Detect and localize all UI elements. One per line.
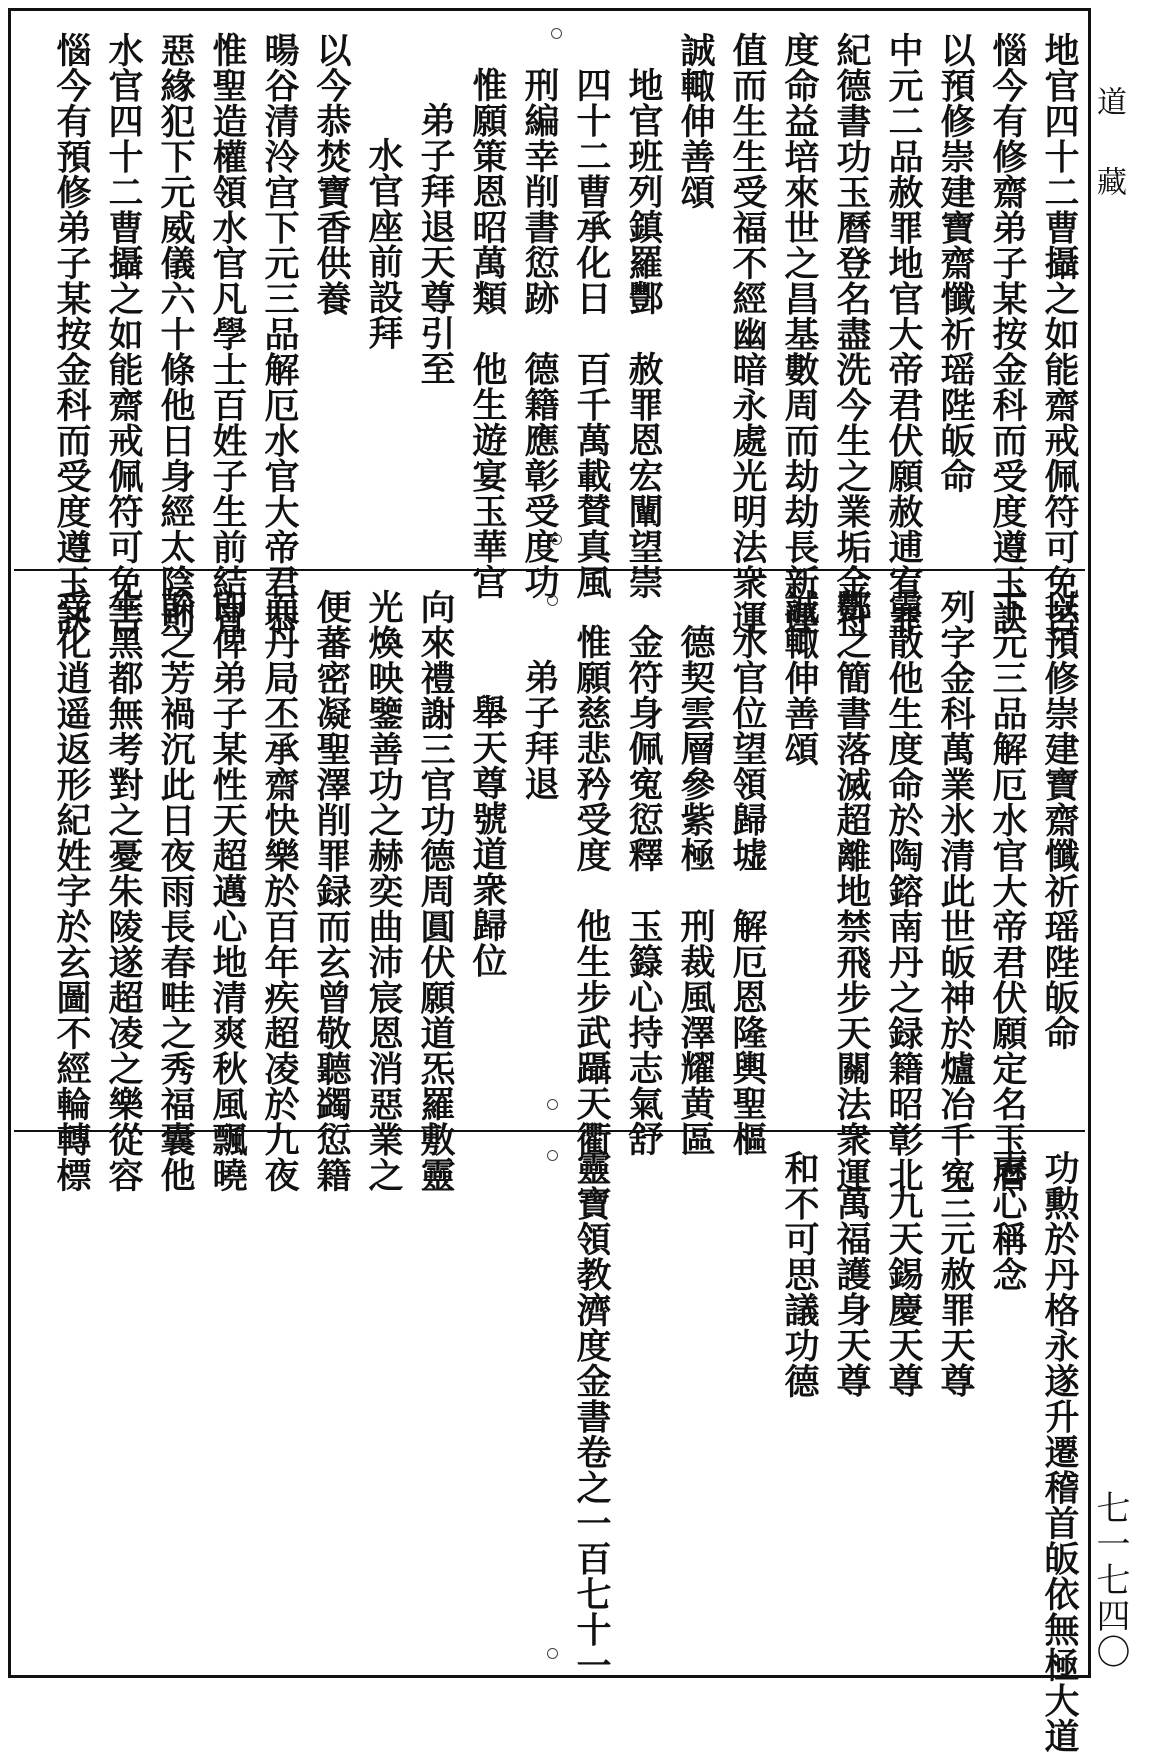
circle-mark-icon bbox=[547, 1648, 558, 1659]
verse-column: 刑編幸削書愆跡 德籍應彰受度功 bbox=[519, 67, 560, 600]
text-column: 即俾弟子某性天超邁心地清爽秋風飄曉 bbox=[207, 589, 248, 1193]
text-column: 便蕃密凝聖澤削罪録而玄曾敬聽蠲愆籍 bbox=[311, 589, 352, 1193]
verse-column: 德契雲層參紫極 刑裁風澤耀黄區 bbox=[675, 624, 716, 1157]
circle-mark-icon bbox=[547, 1099, 558, 1110]
text-column: 惡緣犯下元威儀六十條他日身經太陰則 bbox=[155, 32, 196, 636]
text-column: 生黑都無考對之憂朱陵遂超凌之樂從容 bbox=[103, 589, 144, 1193]
text-column: 光煥映鑒善功之赫奕曲沛宸恩消惡業之 bbox=[363, 589, 404, 1193]
text-column: 中元二品赦罪地官大帝君伏願赦逋宥罪 bbox=[883, 32, 924, 636]
text-column: 惟聖造權領水官凡學士百姓子生前結冒 bbox=[207, 32, 248, 636]
verse-column: 惟願慈悲矜受度 他生步武躡天衢 bbox=[571, 624, 612, 1157]
text-column: 誠輙伸善頌 bbox=[675, 32, 716, 210]
text-column: 地官四十二曹攝之如能齋戒佩符可免苦 bbox=[1039, 32, 1080, 636]
invocation-column: 萬福護身天尊 bbox=[831, 1185, 872, 1398]
text-column: 雲散他生度命於陶鎔南丹之録籍昭彰北 bbox=[883, 589, 924, 1193]
text-column: 榦之芳禍沉此日夜雨長春畦之秀福囊他 bbox=[155, 589, 196, 1193]
chapter-end-title: 靈寶領教濟度金書卷之一百七十一 bbox=[571, 1150, 612, 1683]
verse-column: 四十二曹承化日 百千萬載賛真風 bbox=[571, 67, 612, 600]
text-column: 下元三品解厄水官大帝君伏願定名玉曆 bbox=[987, 589, 1028, 1193]
text-column: 志心稱念 bbox=[987, 1150, 1028, 1292]
text-column: 受化逍遥返形紀姓字於玄圖不經輪轉標 bbox=[51, 589, 92, 1193]
page-number: 七一七四〇 bbox=[1090, 1490, 1130, 1670]
text-column: 酆之簡書落滅超離地禁飛步天關法衆運 bbox=[831, 589, 872, 1193]
register-bottom bbox=[14, 1130, 1085, 1754]
rubric-column: 舉天尊號道衆歸位 bbox=[467, 694, 508, 978]
text-column: 和不可思議功德 bbox=[779, 1150, 820, 1399]
rubric-column: 水官座前設拜 bbox=[363, 137, 404, 350]
text-column: 功勲於丹格永遂升遷稽首皈依無極大道 bbox=[1039, 1150, 1080, 1754]
register-top bbox=[14, 14, 1085, 636]
text-column: 惱今有預修弟子某按金科而受度遵玉訣 bbox=[51, 32, 92, 636]
text-column: 暘谷清泠宫下元三品解厄水官大帝君恭 bbox=[259, 32, 300, 636]
text-column: 水官四十二曹攝之如能齋戒佩符可免苦 bbox=[103, 32, 144, 636]
rubric-column: 弟子拜退天尊引至 bbox=[415, 102, 456, 386]
text-column: 以預修崇建寶齋懺祈瑶陛皈命 bbox=[1039, 589, 1080, 1051]
circle-mark-icon bbox=[547, 595, 558, 606]
text-column: 以預修崇建寶齋懺祈瑶陛皈命 bbox=[935, 32, 976, 494]
text-column: 度命益培來世之昌基數周而劫劫長新運 bbox=[779, 32, 820, 636]
verse-column: 金符身佩寃愆釋 玉籙心持志氣舒 bbox=[623, 624, 664, 1157]
invocation-column: 九天錫慶天尊 bbox=[883, 1185, 924, 1398]
text-column: 紀德書功玉曆登名盡洗今生之業垢金符 bbox=[831, 32, 872, 636]
text-column: 誠輙伸善頌 bbox=[779, 589, 820, 767]
circle-mark-icon bbox=[547, 1150, 558, 1161]
text-column: 而丹局丕承齋快樂於百年疾超凌於九夜 bbox=[259, 589, 300, 1193]
page-frame bbox=[8, 8, 1091, 1754]
text-column: 以今恭焚寶香供養 bbox=[311, 32, 352, 316]
collection-title: 道藏 bbox=[1091, 86, 1126, 246]
verse-column: 地官班列鎮羅酆 赦罪恩宏闡望崇 bbox=[623, 67, 664, 600]
verse-column: 惟願䇿恩昭萬類 他生遊宴玉華宫 bbox=[467, 67, 508, 600]
circle-mark-icon bbox=[551, 28, 562, 39]
verse-column: 水官位望領歸墟 解厄恩隆輿聖樞 bbox=[727, 624, 768, 1157]
text-column: 值而生生受福不經幽暗永處光明法衆運 bbox=[727, 32, 768, 636]
text-column: 向來禮謝三官功德周圓伏願道炁羅敷靈 bbox=[415, 589, 456, 1193]
invocation-column: 三元赦罪天尊 bbox=[935, 1185, 976, 1398]
register-middle bbox=[14, 569, 1085, 1193]
text-column: 列字金科萬業氷清此世皈神於爐冶千寃 bbox=[935, 589, 976, 1193]
rubric-column: 弟子拜退 bbox=[519, 659, 560, 801]
text-column: 惱今有修齋弟子某按金科而受度遵玉訣 bbox=[987, 32, 1028, 636]
circle-mark-icon bbox=[551, 534, 562, 545]
